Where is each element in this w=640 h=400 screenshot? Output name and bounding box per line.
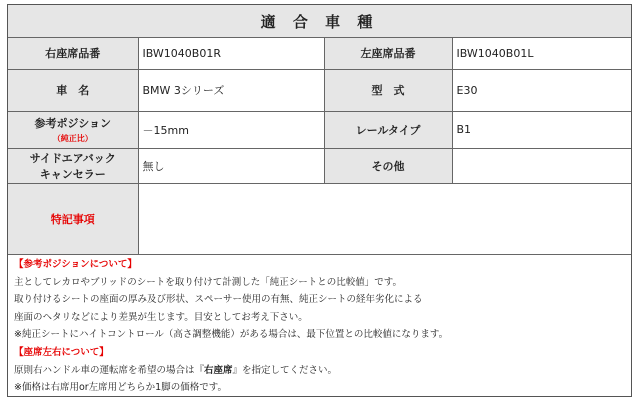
airbag-label-line2: キャンセラー xyxy=(39,167,106,181)
left-seat-part-label: 左座席品番 xyxy=(324,38,452,69)
airbag-label-line1: サイドエアバック xyxy=(29,151,116,165)
notes-line: ※純正シートにハイトコントロール（高さ調整機能）がある場合は、最下位置との比較値になります。 xyxy=(14,329,449,341)
airbag-canceller-value: 無し xyxy=(138,148,324,183)
notes-heading-seat-side: 【座席左右について】 xyxy=(14,346,109,358)
rail-type-value: B1 xyxy=(452,111,631,148)
notes-line: ※価格は右席用or左席用どちらか1脚の価格です。 xyxy=(14,382,227,394)
reference-position-note: （純正比） xyxy=(52,134,93,143)
table-row xyxy=(8,183,631,254)
special-notes-value xyxy=(138,183,631,254)
table-row xyxy=(8,148,631,183)
model-code-label: 型 式 xyxy=(324,69,452,111)
table-row xyxy=(8,111,631,148)
reference-position-title: 参考ポジション xyxy=(34,117,111,130)
notes-line: 主としてレカロやブリッドのシートを取り付けて計測した「純正シートとの比較値」です。 xyxy=(14,276,402,288)
notes-line: 座面のヘタリなどにより差異が生じます。目安としてお考え下さい。 xyxy=(14,311,308,323)
notes-line-text: 』を指定してください。 xyxy=(232,364,338,376)
notes-line xyxy=(14,362,625,380)
other-value xyxy=(452,148,631,183)
reference-position-value: －15mm xyxy=(138,111,324,148)
right-seat-emphasis: 右座席 xyxy=(204,364,233,376)
other-label: その他 xyxy=(324,148,452,183)
notes-heading-position: 【参考ポジションについて】 xyxy=(14,259,137,270)
reference-position-label xyxy=(8,111,138,148)
right-seat-part-value: IBW1040B01R xyxy=(138,38,324,69)
right-seat-part-label: 右座席品番 xyxy=(8,38,138,69)
rail-type-label: レールタイプ xyxy=(324,111,452,148)
special-notes-label: 特記事項 xyxy=(8,183,138,254)
airbag-canceller-label xyxy=(8,148,138,183)
table-row xyxy=(8,69,631,111)
notes-line: 取り付けるシートの座面の厚み及び形状、スペーサー使用の有無、純正シートの経年劣化による xyxy=(14,294,423,306)
sheet-title: 適 合 車 種 xyxy=(8,5,631,38)
model-code-value: E30 xyxy=(452,69,631,111)
left-seat-part-value: IBW1040B01L xyxy=(452,38,631,69)
notes-line-text: 原則右ハンドル車の運転席を希望の場合は『 xyxy=(14,364,205,376)
spec-table xyxy=(8,38,631,255)
compatibility-sheet xyxy=(7,4,632,397)
notes-section xyxy=(8,254,631,396)
car-name-label: 車 名 xyxy=(8,69,138,111)
table-row xyxy=(8,38,631,69)
car-name-value: BMW 3シリーズ xyxy=(138,69,324,111)
